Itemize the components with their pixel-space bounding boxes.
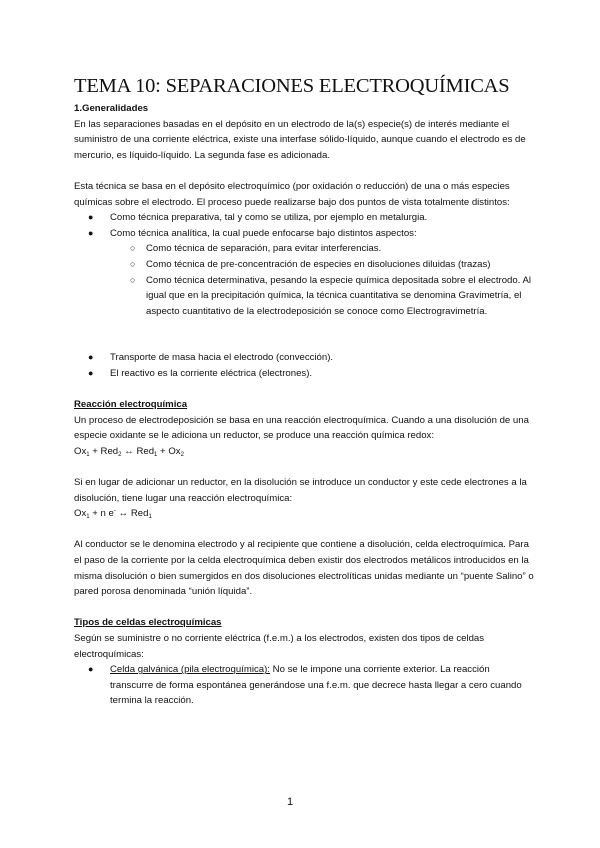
equation-redox: $Ox_1 + Red_2$ ↔ $Red_1 + Ox_2$	[74, 445, 184, 458]
bullet-icon: ●	[88, 367, 94, 378]
page-number: 1	[286, 796, 294, 808]
bullet-icon: ●	[88, 212, 94, 223]
bullet-list-characteristics	[74, 350, 534, 381]
circle-bullet-icon: ○	[130, 243, 136, 254]
paragraph-tipos: Según se suministre o no corriente eléctrica (f.e.m.) a los electrodos, existen dos tipos de celdas electroquímicas:	[74, 633, 485, 660]
paragraph-electrodeposition: Un proceso de electrodeposición se basa en una reacción electroquímica. Cuando a una disolución de una especie oxidante se le adiciona un reductor, se produce una reacción química redox:	[74, 414, 529, 442]
list-item: ○ Como técnica de separación, para evitar interferencias.	[110, 241, 534, 257]
bullet-icon: ●	[88, 664, 94, 675]
list-item: ● El reactivo es la corriente eléctrica (electrones).	[74, 366, 534, 382]
section-heading-tipos: Tipos de celdas electroquímicas	[74, 617, 222, 629]
list-item: ● Transporte de masa hacia el electrodo (convección).	[74, 350, 534, 366]
bullet-list-cell-types	[74, 662, 534, 709]
equation-electrochemical: $Ox_1 + n$ e- ↔ Red$_1$	[74, 508, 152, 521]
cell-type-label: Celda galvánica (pila electroquímica):	[110, 664, 270, 676]
section-heading-generalidades: 1.Generalidades	[74, 103, 149, 114]
sub-bullet-list	[110, 241, 534, 319]
circle-bullet-icon: ○	[130, 258, 136, 269]
list-item	[74, 662, 534, 709]
document-page	[74, 74, 534, 709]
bullet-list-uses	[74, 210, 534, 319]
list-item: ○ Como técnica determinativa, pesando la especie química depositada sobre el electrodo. Al igual que en la precipitación química, la técnica cuantitativa se denomina Gravimetría, el aspecto cuantitativo de la electrodeposición se conoce como Electrogravimetría.	[130, 274, 532, 317]
paragraph-intro: En las separaciones basadas en el depósito en un electrodo de la(s) especie(s) de interés mediante el suministro de una corriente eléctrica, existe una interfase sólido-líquido, aunque cuando el electrodo es de mercurio, es líquido-líquido. La segunda fase es adicionada.	[74, 118, 526, 161]
paragraph-technique: Esta técnica se basa en el depósito electroquímico (por oxidación o reducción) de una o más especies químicas sobre el electrodo. El proceso puede realizarse bajo dos puntos de vista totalmente distintos:	[74, 180, 510, 208]
list-item: ● Como técnica preparativa, tal y como se utiliza, por ejemplo en metalurgia.	[74, 210, 534, 226]
bullet-icon: ●	[88, 352, 94, 363]
page-title: TEMA 10: SEPARACIONES ELECTROQUÍMICAS	[74, 75, 510, 97]
section-heading-reaccion: Reacción electroquímica	[74, 399, 188, 411]
cell-type-description: No se le impone una corriente exterior. La reacción transcurre de forma espontánea generándose una f.e.m. que decrece hasta llegar a cero cuando termina la reacción.	[110, 664, 522, 707]
list-item: ● Como técnica analítica, la cual puede enfocarse bajo distintos aspectos: ○ Como técnica de separación, para evitar interferencias. ○ Como técnica de pre-concentración de especies en disoluciones diluidas (trazas) ○ Como técnica determinativa, pesando la especie química depositada sobre el electrodo. Al igual que en la precipitación química, la técnica cuantitativa se denomina Gravimetría, el aspecto cuantitativo de la electrodeposición se conoce como Electrogravimetría.	[74, 226, 534, 320]
paragraph-electrodo: Al conductor se le denomina electrodo y al recipiente que contiene a disolución, celda electroquímica. Para el paso de la corriente por la celda electroquímica deben existir dos electrodos metálicos introducidos en la misma disolución o bien sumergidos en dos disoluciones electrolíticas unidas mediante un “puente Salino” o pared porosa denominada “unión líquida”.	[74, 539, 534, 598]
list-item: ○ Como técnica de pre-concentración de especies en disoluciones diluidas (trazas)	[110, 257, 534, 273]
circle-bullet-icon: ○	[130, 274, 136, 285]
paragraph-conductor: Si en lugar de adicionar un reductor, en la disolución se introduce un conductor y este cede electrones a la disolución, tiene lugar una reacción electroquímica:	[74, 477, 527, 504]
bullet-icon: ●	[88, 227, 94, 238]
